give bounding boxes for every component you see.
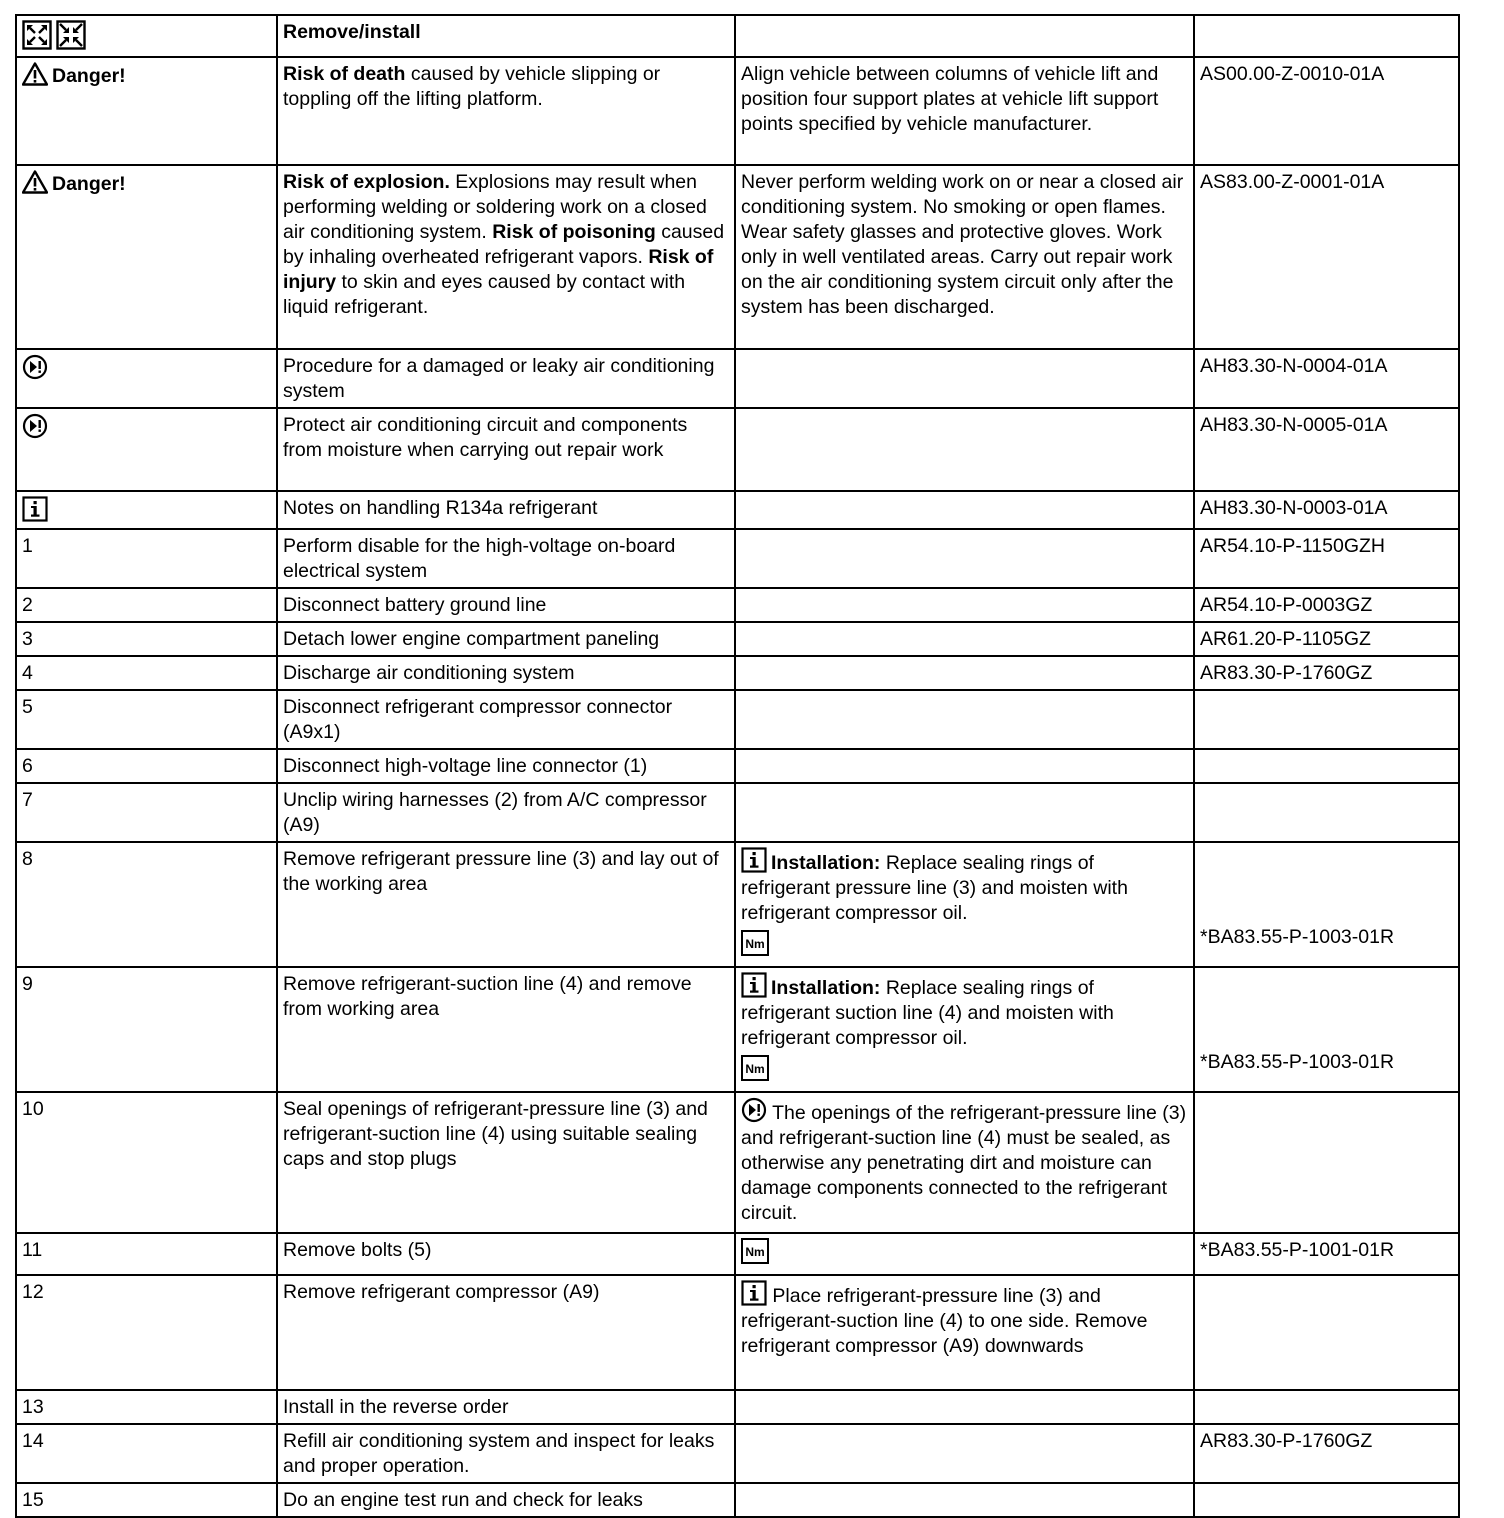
danger-label: Danger!: [52, 65, 126, 87]
torque-icon: [741, 1055, 769, 1081]
step-note: The openings of the refrigerant-pressure line (3) and refrigerant-suction line (4) must be sealed, as otherwise any penetrating dirt and moisture can damage components connected to the refrigerant circuit.: [735, 1092, 1194, 1233]
step-row: [16, 1275, 1459, 1390]
step-ref: *BA83.55-P-1003-01R: [1200, 1051, 1395, 1073]
note-row: [16, 349, 1459, 408]
step-ref: AR83.30-P-1760GZ: [1194, 1424, 1459, 1483]
remove-arrows-icon: [22, 20, 52, 50]
step-text: Do an engine test run and check for leaks: [277, 1483, 735, 1517]
step-number: 14: [16, 1424, 277, 1483]
step-text: Seal openings of refrigerant-pressure line (3) and refrigerant-suction line (4) using suitable sealing caps and stop plugs: [277, 1092, 735, 1233]
step-ref: [1194, 1483, 1459, 1517]
step-text: Discharge air conditioning system: [277, 656, 735, 690]
step-number: 13: [16, 1390, 277, 1424]
step-number: 15: [16, 1483, 277, 1517]
warning-row: Danger! Risk of death caused by vehicle slipping or toppling off the lifting platform. Align vehicle between columns of vehicle lift and position four support plates at vehicle lift support points specified by vehicle manufacturer. AS00.00-Z-0010-01A: [16, 57, 1459, 165]
svg-text:Nm: Nm: [745, 937, 765, 951]
step-note: Installation: Replace sealing rings of refrigerant pressure line (3) and moisten with refrigerant compressor oil. Nm: [735, 842, 1194, 967]
step-text: Remove bolts (5): [277, 1233, 735, 1275]
step-number: 8: [16, 842, 277, 967]
step-number: 12: [16, 1275, 277, 1390]
step-row: [16, 1092, 1459, 1233]
svg-text:Nm: Nm: [745, 1062, 765, 1076]
step-text: Install in the reverse order: [277, 1390, 735, 1424]
header-row: [16, 15, 1459, 57]
notice-icon: [22, 413, 48, 439]
step-number: 1: [16, 529, 277, 588]
step-ref: [1194, 1390, 1459, 1424]
step-row: [16, 1424, 1459, 1483]
step-number: 11: [16, 1233, 277, 1275]
note-row: [16, 408, 1459, 491]
step-row: [16, 690, 1459, 749]
step-row: [16, 1483, 1459, 1517]
step-text: Remove refrigerant-suction line (4) and remove from working area: [277, 967, 735, 1092]
step-ref: AR54.10-P-1150GZH: [1194, 529, 1459, 588]
step-ref: [1194, 749, 1459, 783]
step-ref: [1194, 783, 1459, 842]
header-title: Remove/install: [277, 15, 735, 57]
step-number: 10: [16, 1092, 277, 1233]
step-text: Remove refrigerant compressor (A9): [277, 1275, 735, 1390]
step-row: [16, 842, 1459, 967]
warning-remedy: Align vehicle between columns of vehicle lift and position four support plates at vehicle lift support points specified by vehicle manufacturer.: [735, 57, 1194, 165]
warning-ref: AS00.00-Z-0010-01A: [1194, 57, 1459, 165]
step-text: Detach lower engine compartment paneling: [277, 622, 735, 656]
step-text: Disconnect refrigerant compressor connector (A9x1): [277, 690, 735, 749]
note-row: [16, 491, 1459, 529]
note-ref: AH83.30-N-0003-01A: [1194, 491, 1459, 529]
info-icon: [741, 847, 767, 873]
step-note: Place refrigerant-pressure line (3) and refrigerant-suction line (4) to one side. Remove refrigerant compressor (A9) downwards: [735, 1275, 1194, 1390]
step-number: 7: [16, 783, 277, 842]
step-number: 6: [16, 749, 277, 783]
step-row: [16, 588, 1459, 622]
step-ref: [1194, 690, 1459, 749]
step-text: Unclip wiring harnesses (2) from A/C compressor (A9): [277, 783, 735, 842]
step-text: Remove refrigerant pressure line (3) and lay out of the working area: [277, 842, 735, 967]
step-ref: AR83.30-P-1760GZ: [1194, 656, 1459, 690]
procedure-table: [15, 14, 1460, 1518]
step-number: 4: [16, 656, 277, 690]
note-text: Notes on handling R134a refrigerant: [277, 491, 735, 529]
step-row: [16, 622, 1459, 656]
note-text: Protect air conditioning circuit and components from moisture when carrying out repair work: [277, 408, 735, 491]
step-row: [16, 656, 1459, 690]
warning-remedy: Never perform welding work on or near a closed air conditioning system. No smoking or open flames. Wear safety glasses and protective gloves. Work only in well ventilated areas. Carry out repair work on the air conditioning system circuit only after the system has been discharged.: [735, 165, 1194, 349]
step-row: [16, 783, 1459, 842]
step-row: [16, 529, 1459, 588]
note-text: Procedure for a damaged or leaky air conditioning system: [277, 349, 735, 408]
step-number: 2: [16, 588, 277, 622]
header-icon-cell: [16, 15, 277, 57]
step-text: Perform disable for the high-voltage on-board electrical system: [277, 529, 735, 588]
install-arrows-icon: [56, 20, 86, 50]
step-ref: *BA83.55-P-1001-01R: [1194, 1233, 1459, 1275]
step-text: Disconnect high-voltage line connector (1): [277, 749, 735, 783]
step-ref: [1194, 1092, 1459, 1233]
step-text: Disconnect battery ground line: [277, 588, 735, 622]
info-icon: [741, 1280, 767, 1306]
step-ref: *BA83.55-P-1003-01R: [1200, 926, 1395, 948]
note-ref: AH83.30-N-0004-01A: [1194, 349, 1459, 408]
step-number: 3: [16, 622, 277, 656]
svg-text:Nm: Nm: [745, 1245, 765, 1259]
step-ref: AR61.20-P-1105GZ: [1194, 622, 1459, 656]
notice-icon: [741, 1097, 767, 1123]
step-ref: [1194, 1275, 1459, 1390]
torque-icon: [741, 930, 769, 956]
torque-icon: [741, 1238, 769, 1264]
step-note: Installation: Replace sealing rings of refrigerant suction line (4) and moisten with refrigerant compressor oil. Nm: [735, 967, 1194, 1092]
step-row: [16, 1233, 1459, 1275]
step-row: [16, 749, 1459, 783]
step-text: Refill air conditioning system and inspect for leaks and proper operation.: [277, 1424, 735, 1483]
notice-icon: [22, 354, 48, 380]
step-number: 5: [16, 690, 277, 749]
step-row: [16, 967, 1459, 1092]
warning-row: Danger! Risk of explosion. Explosions may result when performing welding or soldering work on a closed air conditioning system. Risk of poisoning caused by inhaling overheated refrigerant vapors. Risk of injury to skin and eyes caused by contact with liquid refrigerant. Never perform welding work on or near a closed air conditioning system. No smoking or open flames. Wear safety glasses and protective gloves. Work only in well ventilated areas. Carry out repair work on the air conditioning system circuit only after the system has been discharged. AS83.00-Z-0001-01A: [16, 165, 1459, 349]
step-number: 9: [16, 967, 277, 1092]
danger-label: Danger!: [52, 173, 126, 195]
note-ref: AH83.30-N-0005-01A: [1194, 408, 1459, 491]
warning-ref: AS83.00-Z-0001-01A: [1194, 165, 1459, 349]
warning-triangle-icon: [22, 62, 48, 86]
info-icon: [741, 972, 767, 998]
step-row: [16, 1390, 1459, 1424]
warning-triangle-icon: [22, 170, 48, 194]
step-ref: AR54.10-P-0003GZ: [1194, 588, 1459, 622]
info-icon: [22, 496, 48, 522]
